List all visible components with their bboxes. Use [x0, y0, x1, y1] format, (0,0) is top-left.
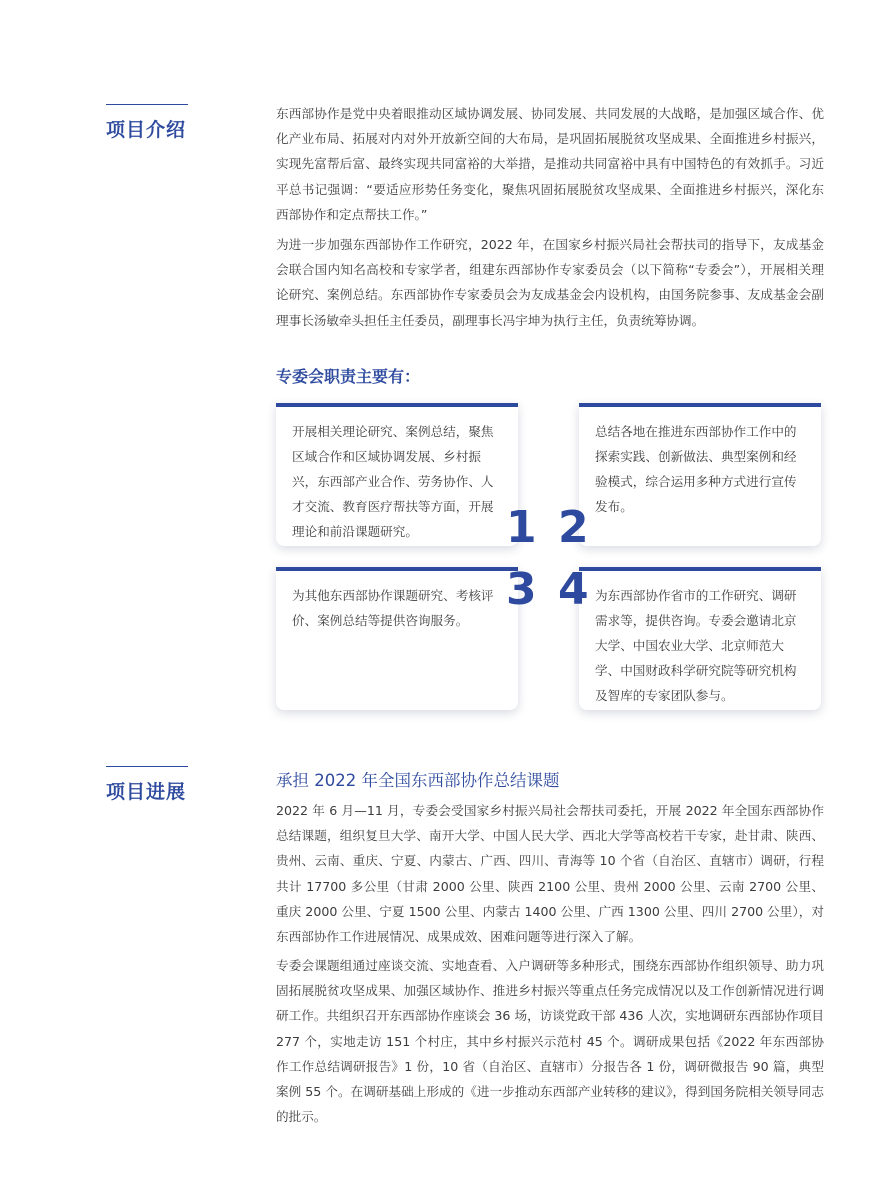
section-label-progress	[106, 766, 188, 804]
duty-card-2	[579, 403, 821, 546]
duty-number-2: 2	[558, 502, 589, 553]
progress-title: 承担 2022 年全国东西部协作总结课题	[276, 771, 560, 790]
section-rule	[106, 104, 188, 105]
duty-card-text: 开展相关理论研究、案例总结，聚焦区域合作和区域协调发展、乡村振兴，东西部产业合作、劳务协作、人才交流、教育医疗帮扶等方面，开展理论和前沿课题研究。	[292, 424, 494, 539]
section-rule	[106, 766, 188, 767]
progress-paragraph-2: 专委会课题组通过座谈交流、实地查看、入户调研等多种形式，围绕东西部协作组织领导、助力巩固拓展脱贫攻坚成果、加强区域协作、推进乡村振兴等重点任务完成情况以及工作创新情况进行调研工作。共组织召开东西部协作座谈会 36 场，访谈党政干部 436 人次，实地调研东西部协作项目 277 个，实地走访 151 个村庄，其中乡村振兴示范村 45 个。调研成果包括《2022 年东西部协作工作总结调研报告》1 份，10 省（自治区、直辖市）分报告各 1 份，调研微报告 90 篇，典型案例 55 个。在调研基础上形成的《进一步推动东西部产业转移的建议》，得到国务院相关领导同志的批示。	[276, 958, 824, 1125]
duty-card-text: 为东西部协作省市的工作研究、调研需求等，提供咨询。专委会邀请北京大学、中国农业大学、北京师范大学、中国财政科学研究院等研究机构及智库的专家团队参与。	[595, 588, 797, 703]
progress-paragraph-1: 2022 年 6 月—11 月，专委会受国家乡村振兴局社会帮扶司委托，开展 2022 年全国东西部协作总结课题，组织复旦大学、南开大学、中国人民大学、西北大学等高校若干专家，赴甘肃、陕西、贵州、云南、重庆、宁夏、内蒙古、广西、四川、青海等 10 个省（自治区、直辖市）调研，行程共计 17700 多公里（甘肃 2000 公里、陕西 2100 公里、贵州 2000 公里、云南 2700 公里、重庆 2000 公里、宁夏 1500 公里、内蒙古 1400 公里、广西 1300 公里、四川 2700 公里），对东西部协作工作进展情况、成果成效、困难问题等进行深入了解。	[276, 803, 824, 945]
duty-number-3: 3	[506, 564, 537, 615]
section-title-intro: 项目介绍	[106, 119, 187, 141]
duty-card-text: 为其他东西部协作课题研究、考核评价、案例总结等提供咨询服务。	[292, 588, 494, 628]
intro-paragraph-2: 为进一步加强东西部协作工作研究，2022 年，在国家乡村振兴局社会帮扶司的指导下，友成基金会联合国内知名高校和专家学者，组建东西部协作专家委员会（以下简称“专委会”），开展相关理论研究、案例总结。东西部协作专家委员会为友成基金会内设机构，由国务院参事、友成基金会副理事长汤敏牵头担任主任委员，副理事长冯宇坤为执行主任，负责统筹协调。	[276, 237, 824, 328]
duty-number-1: 1	[506, 502, 537, 553]
duty-card-3	[276, 567, 518, 710]
duty-number-4: 4	[558, 564, 589, 615]
section-label-intro	[106, 104, 188, 142]
duty-card-1	[276, 403, 518, 546]
intro-paragraph-1: 东西部协作是党中央着眼推动区域协调发展、协同发展、共同发展的大战略，是加强区域合作、优化产业布局、拓展对内对外开放新空间的大布局，是巩固拓展脱贫攻坚成果、全面推进乡村振兴，实现先富帮后富、最终实现共同富裕的大举措，是推动共同富裕中具有中国特色的有效抓手。习近平总书记强调：“要适应形势任务变化，聚焦巩固拓展脱贫攻坚成果、全面推进乡村振兴，深化东西部协作和定点帮扶工作。”	[276, 106, 824, 222]
duty-card-4	[579, 567, 821, 710]
duties-title: 专委会职责主要有：	[276, 367, 421, 386]
section-title-progress: 项目进展	[106, 781, 187, 803]
duty-card-text: 总结各地在推进东西部协作工作中的探索实践、创新做法、典型案例和经验模式，综合运用多种方式进行宣传发布。	[595, 424, 797, 514]
